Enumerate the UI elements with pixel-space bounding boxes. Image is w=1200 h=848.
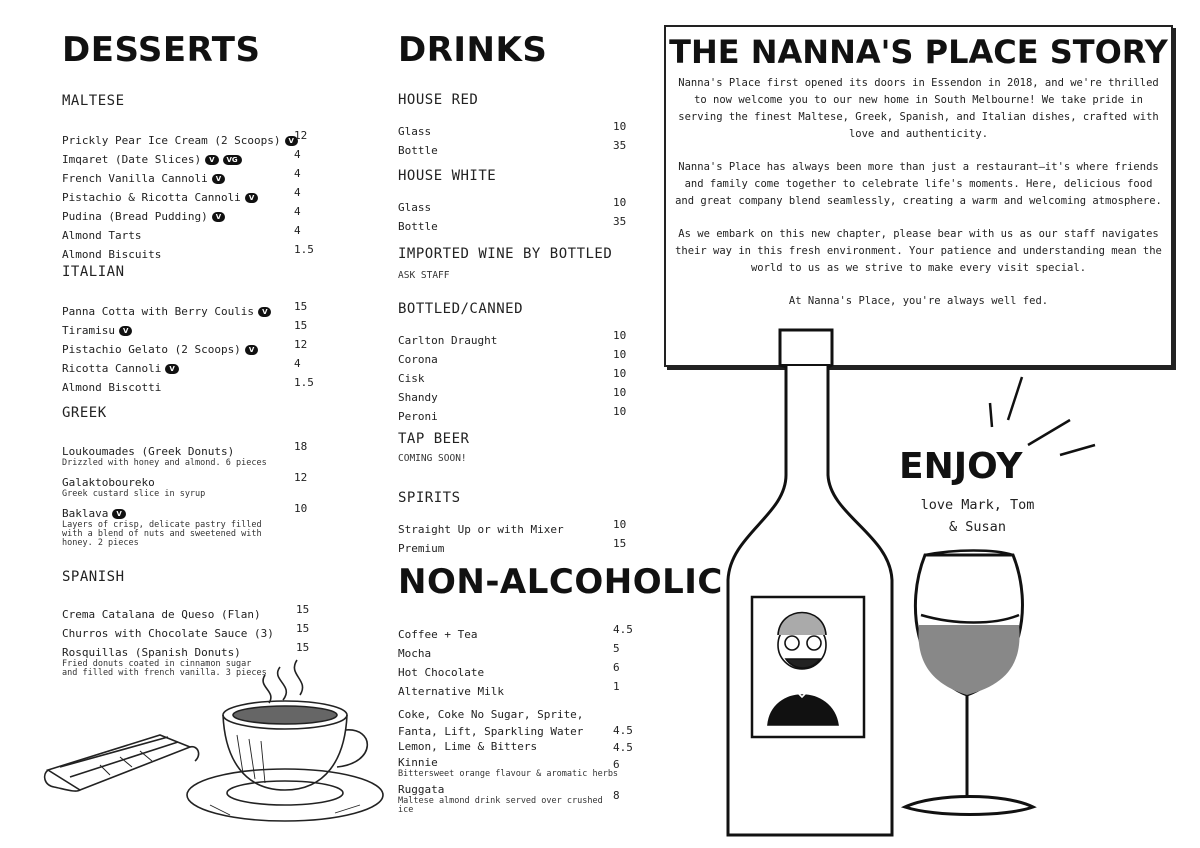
item-price: 1.5 (294, 243, 314, 256)
wine-glass-illustration (895, 535, 1045, 825)
bottled-heading: BOTTLED/CANNED (398, 301, 524, 317)
item-name: Glass (398, 125, 432, 138)
wine-bottle-illustration (720, 325, 900, 840)
house-white-list (398, 196, 628, 234)
item-description: Greek custard slice in syrup (62, 489, 206, 499)
item-price: 35 (613, 139, 627, 152)
item-price: 4 (294, 167, 301, 180)
spirits-list (398, 518, 628, 556)
item-price: 1 (613, 680, 620, 693)
item-price: 15 (613, 537, 627, 550)
list-item (398, 518, 628, 537)
lemon-lime-price: 4.5 (613, 741, 633, 754)
item-name: Cisk (398, 372, 425, 385)
list-item (398, 139, 628, 158)
imported-wine-note: ASK STAFF (398, 270, 450, 281)
maltese-list (62, 129, 322, 262)
item-price: 35 (613, 215, 627, 228)
list-item (398, 348, 628, 367)
list-item (398, 367, 628, 386)
vegetarian-badge: V (212, 212, 225, 222)
list-item (62, 357, 322, 376)
item-name: Tiramisu (62, 324, 115, 337)
maltese-heading: MALTESE (62, 93, 125, 109)
list-item (398, 329, 628, 348)
list-item (62, 376, 322, 395)
list-item (62, 224, 322, 243)
list-item (62, 622, 322, 641)
list-item (62, 440, 322, 468)
list-item (62, 243, 322, 262)
item-price: 4 (294, 357, 301, 370)
kinnie-price: 6 (613, 758, 620, 771)
item-price: 4 (294, 224, 301, 237)
vegetarian-badge: V (205, 155, 218, 165)
tap-beer-heading: TAP BEER (398, 431, 470, 447)
item-price: 10 (294, 502, 308, 515)
item-price: 10 (613, 386, 627, 399)
item-price: 10 (613, 367, 627, 380)
list-item (398, 537, 628, 556)
house-red-heading: HOUSE RED (398, 92, 479, 108)
story-box (664, 25, 1173, 367)
item-name: Bottle (398, 220, 438, 233)
list-item (62, 502, 322, 548)
item-name: Alternative Milk (398, 685, 504, 698)
item-price: 15 (294, 300, 308, 313)
enjoy-title: ENJOY (899, 446, 1023, 487)
list-item (62, 129, 322, 148)
item-price: 12 (294, 338, 308, 351)
item-name: Mocha (398, 647, 432, 660)
item-name: Glass (398, 201, 432, 214)
signature-line2: & Susan (949, 519, 1006, 535)
item-price: 10 (613, 329, 627, 342)
list-item (398, 680, 628, 699)
list-item (398, 215, 628, 234)
ruggata-price: 8 (613, 789, 620, 802)
vegetarian-badge: V (245, 193, 258, 203)
vegetarian-badge: V (212, 174, 225, 184)
italian-list (62, 300, 322, 395)
soft-drinks-name (398, 706, 583, 740)
drinks-title: DRINKS (398, 30, 548, 70)
item-price: 5 (613, 642, 620, 655)
signature (890, 494, 1065, 538)
item-price: 12 (294, 129, 308, 142)
list-item (398, 120, 628, 139)
story-paragraph-1: Nanna's Place first opened its doors in Essendon in 2018, and we're thrilled to now welcome you to our new home in South Melbourne! We take pride in serving the finest Maltese, Greek, Spanish, and Italian dishes, crafted with love and authenticity. (678, 77, 1159, 140)
item-name: Almond Tarts (62, 229, 142, 242)
item-name: Pistachio & Ricotta Cannoli (62, 191, 241, 204)
item-price: 4 (294, 205, 301, 218)
story-paragraph-3: As we embark on this new chapter, please bear with us as our staff navigates their way in this fresh environment. Your patience and understanding mean the world to us as we strive to make every visit special. (675, 228, 1162, 274)
cannoli-illustration (40, 715, 205, 805)
greek-heading: GREEK (62, 405, 107, 421)
list-item (62, 205, 322, 224)
item-price: 15 (294, 319, 308, 332)
list-item (398, 661, 628, 680)
soft-drinks-line1: Coke, Coke No Sugar, Sprite, (398, 708, 584, 721)
item-price: 15 (296, 641, 310, 654)
item-price: 4 (294, 148, 301, 161)
imported-wine-heading: IMPORTED WINE BY BOTTLED (398, 246, 613, 262)
non-alcoholic-title: NON-ALCOHOLIC (398, 562, 723, 602)
item-name: Straight Up or with Mixer (398, 523, 564, 536)
vegan-badge: VG (223, 155, 242, 165)
item-description: Fried donuts coated in cinnamon sugar and filled with french vanilla. 3 pieces (62, 659, 267, 678)
italian-heading: ITALIAN (62, 264, 125, 280)
item-name: Bottle (398, 144, 438, 157)
item-name: Peroni (398, 410, 438, 423)
item-price: 4 (294, 186, 301, 199)
lemon-lime-name: Lemon, Lime & Bitters (398, 740, 538, 753)
list-item (62, 319, 322, 338)
item-name: Carlton Draught (398, 334, 498, 347)
spirits-heading: SPIRITS (398, 490, 461, 506)
item-price: 15 (296, 622, 310, 635)
vegetarian-badge: V (258, 307, 271, 317)
list-item (62, 603, 322, 622)
tap-beer-note: COMING SOON! (398, 453, 467, 464)
item-name: Loukoumades (Greek Donuts) (62, 445, 235, 458)
vegetarian-badge: V (285, 136, 298, 146)
item-price: 15 (296, 603, 310, 616)
item-name: French Vanilla Cannoli (62, 172, 208, 185)
item-name: Baklava (62, 507, 109, 520)
list-item (398, 642, 628, 661)
ruggata-name: Ruggata (398, 783, 445, 796)
hot-drinks-list (398, 623, 633, 699)
item-price: 10 (613, 196, 627, 209)
list-item (62, 471, 322, 499)
bottled-list (398, 329, 628, 424)
list-item (398, 196, 628, 215)
vegetarian-badge: V (119, 326, 132, 336)
kinnie-desc: Bittersweet orange flavour & aromatic herbs (398, 769, 619, 779)
item-price: 4.5 (613, 623, 633, 636)
list-item (62, 148, 322, 167)
soft-drinks-line2: Fanta, Lift, Sparkling Water (398, 725, 584, 738)
item-name: Panna Cotta with Berry Coulis (62, 305, 255, 318)
item-name: Pistachio Gelato (2 Scoops) (62, 343, 241, 356)
list-item (62, 167, 322, 186)
greek-list (62, 440, 322, 551)
item-price: 10 (613, 405, 627, 418)
story-paragraph-2: Nanna's Place has always been more than just a restaurant—it's where friends and family come together to celebrate life's moments. Here, delicious food and great company blend seamlessly, creating a warm and welcoming atmosphere. (675, 161, 1162, 207)
item-name: Churros with Chocolate Sauce (3) (62, 627, 274, 640)
item-name: Pudina (Bread Pudding) (62, 210, 208, 223)
item-name: Prickly Pear Ice Cream (2 Scoops) (62, 134, 281, 147)
item-name: Premium (398, 542, 445, 555)
item-name: Almond Biscotti (62, 381, 162, 394)
item-price: 12 (294, 471, 308, 484)
vegetarian-badge: V (112, 509, 125, 519)
item-description: Layers of crisp, delicate pastry filled with a blend of nuts and sweetened with honey. 2 pieces (62, 520, 262, 548)
house-white-heading: HOUSE WHITE (398, 168, 497, 184)
item-name: Shandy (398, 391, 438, 404)
item-name: Galaktoboureko (62, 476, 155, 489)
item-name: Ricotta Cannoli (62, 362, 162, 375)
signature-line1: love Mark, Tom (920, 497, 1035, 513)
item-price: 1.5 (294, 376, 314, 389)
story-paragraph-4: At Nanna's Place, you're always well fed. (788, 295, 1049, 307)
house-red-list (398, 120, 628, 158)
vegetarian-badge: V (245, 345, 258, 355)
item-price: 10 (613, 518, 627, 531)
item-name: Imqaret (Date Slices) (62, 153, 202, 166)
list-item (398, 623, 633, 642)
item-name: Corona (398, 353, 438, 366)
list-item (398, 405, 628, 424)
item-price: 10 (613, 120, 627, 133)
item-description: Drizzled with honey and almond. 6 pieces (62, 458, 267, 468)
item-name: Coffee + Tea (398, 628, 478, 641)
list-item (62, 300, 322, 319)
list-item (62, 338, 322, 357)
soft-drinks-price: 4.5 (613, 724, 633, 737)
list-item (398, 386, 628, 405)
spanish-heading: SPANISH (62, 569, 125, 585)
story-title: THE NANNA'S PLACE STORY (669, 33, 1168, 71)
kinnie-name: Kinnie (398, 756, 438, 769)
coffee-cup-illustration (185, 655, 390, 830)
vegetarian-badge: V (165, 364, 178, 374)
item-name: Almond Biscuits (62, 248, 162, 261)
list-item (62, 186, 322, 205)
item-price: 18 (294, 440, 308, 453)
desserts-title: DESSERTS (62, 30, 261, 70)
item-name: Crema Catalana de Queso (Flan) (62, 608, 261, 621)
item-name: Rosquillas (Spanish Donuts) (62, 646, 241, 659)
item-price: 10 (613, 348, 627, 361)
item-price: 6 (613, 661, 620, 674)
item-name: Hot Chocolate (398, 666, 485, 679)
ruggata-desc: Maltese almond drink served over crushed ice (398, 796, 603, 815)
